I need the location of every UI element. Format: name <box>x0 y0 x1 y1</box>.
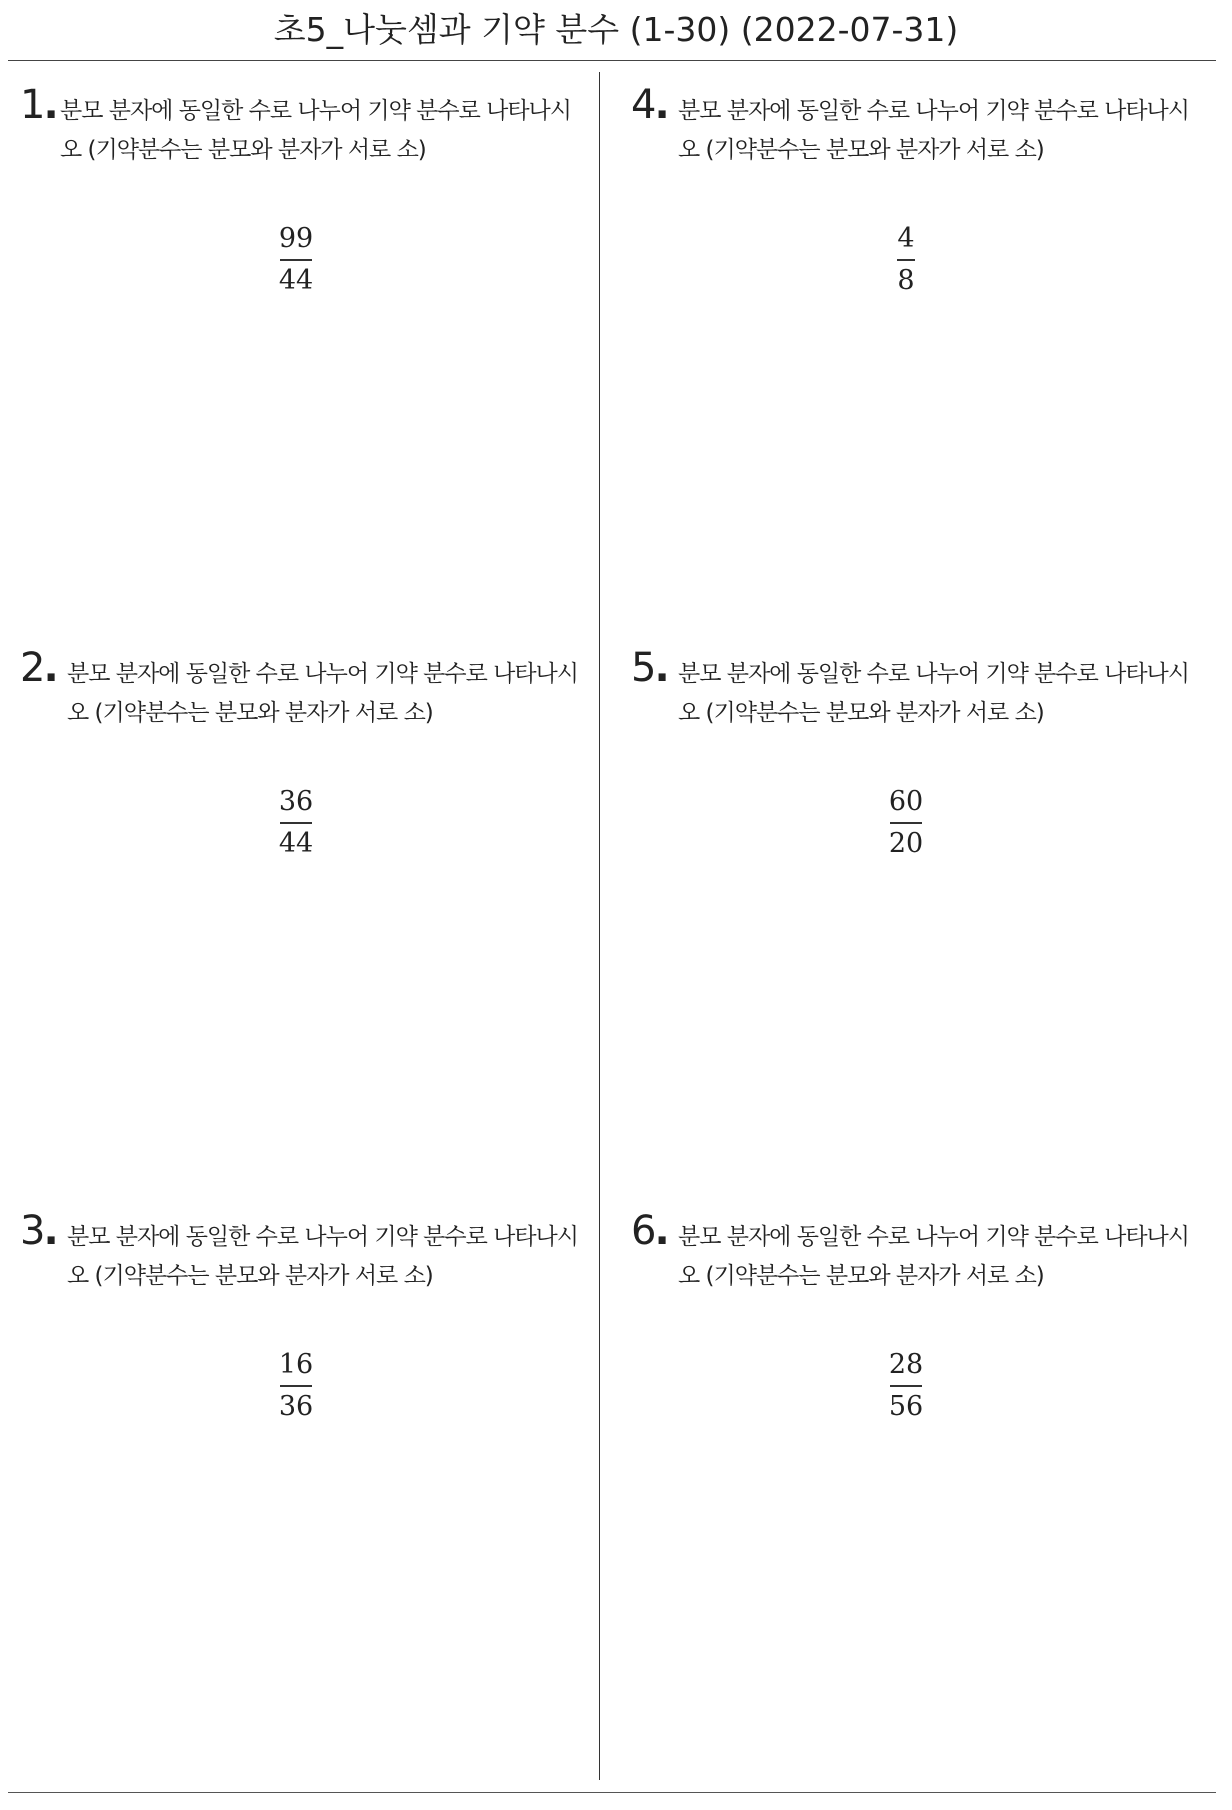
fraction <box>866 785 946 861</box>
fraction <box>256 1348 336 1424</box>
fraction-bar <box>280 822 312 824</box>
footer-divider <box>8 1792 1216 1793</box>
fraction-numerator: 4 <box>897 223 915 254</box>
instruction-line-1: 분모 분자에 동일한 수로 나누어 기약 분수로 나타나시 <box>67 1224 578 1250</box>
problem-instruction <box>678 655 1189 733</box>
column-divider <box>599 72 600 1780</box>
problem-instruction <box>678 92 1189 170</box>
fraction-numerator: 28 <box>888 1349 924 1380</box>
instruction-line-1: 분모 분자에 동일한 수로 나누어 기약 분수로 나타나시 <box>60 98 571 124</box>
instruction-line-1: 분모 분자에 동일한 수로 나누어 기약 분수로 나타나시 <box>678 661 1189 687</box>
fraction-bar <box>897 259 915 261</box>
fraction <box>866 1348 946 1424</box>
fraction-bar <box>280 1385 312 1387</box>
problem-number: 1. <box>20 82 57 128</box>
fraction-denominator: 8 <box>897 264 915 296</box>
problem-number: 5. <box>631 645 668 691</box>
instruction-line-2: 오 (기약분수는 분모와 분자가 서로 소) <box>678 1263 1044 1289</box>
problem-instruction <box>60 92 571 170</box>
problem-instruction <box>67 1218 578 1296</box>
instruction-line-2: 오 (기약분수는 분모와 분자가 서로 소) <box>67 700 433 726</box>
fraction <box>866 222 946 298</box>
page-title: 초5_나눗셈과 기약 분수 (1-30) (2022-07-31) <box>273 10 959 49</box>
instruction-line-2: 오 (기약분수는 분모와 분자가 서로 소) <box>67 1263 433 1289</box>
problem-4 <box>631 82 1191 622</box>
problem-5 <box>631 645 1191 1185</box>
problem-6 <box>631 1208 1191 1748</box>
problem-instruction <box>678 1218 1189 1296</box>
instruction-line-1: 분모 분자에 동일한 수로 나누어 기약 분수로 나타나시 <box>678 1224 1189 1250</box>
fraction-denominator: 44 <box>278 827 314 859</box>
fraction-denominator: 44 <box>278 264 314 296</box>
instruction-line-1: 분모 분자에 동일한 수로 나누어 기약 분수로 나타나시 <box>678 98 1189 124</box>
fraction-bar <box>890 822 922 824</box>
instruction-line-2: 오 (기약분수는 분모와 분자가 서로 소) <box>678 700 1044 726</box>
fraction <box>256 785 336 861</box>
fraction-bar <box>280 259 312 261</box>
problem-2 <box>20 645 580 1185</box>
problem-instruction <box>67 655 578 733</box>
header-divider <box>8 60 1216 61</box>
fraction-numerator: 16 <box>278 1349 314 1380</box>
fraction-denominator: 36 <box>278 1390 314 1422</box>
fraction <box>256 222 336 298</box>
fraction-denominator: 20 <box>888 827 924 859</box>
fraction-denominator: 56 <box>888 1390 924 1422</box>
fraction-numerator: 99 <box>278 223 314 254</box>
problem-number: 3. <box>20 1208 57 1254</box>
problem-number: 6. <box>631 1208 668 1254</box>
problem-1 <box>20 82 580 622</box>
fraction-bar <box>890 1385 922 1387</box>
fraction-numerator: 60 <box>888 786 924 817</box>
problem-number: 2. <box>20 645 57 691</box>
instruction-line-1: 분모 분자에 동일한 수로 나누어 기약 분수로 나타나시 <box>67 661 578 687</box>
problem-number: 4. <box>631 82 668 128</box>
problem-3 <box>20 1208 580 1748</box>
instruction-line-2: 오 (기약분수는 분모와 분자가 서로 소) <box>60 137 426 163</box>
instruction-line-2: 오 (기약분수는 분모와 분자가 서로 소) <box>678 137 1044 163</box>
fraction-numerator: 36 <box>278 786 314 817</box>
